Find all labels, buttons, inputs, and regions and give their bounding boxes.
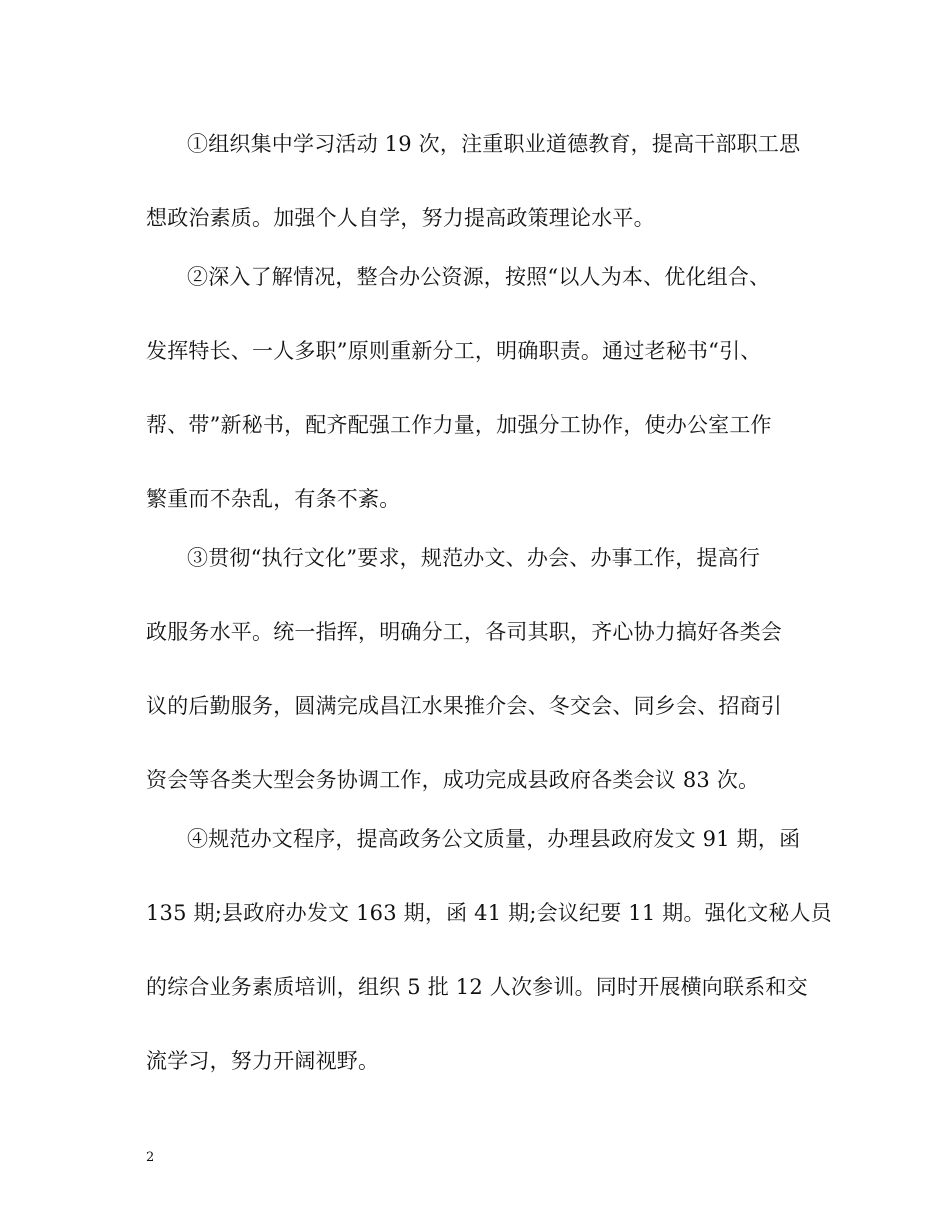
paragraph-3-line-3: 议的后勤服务，圆满完成昌江水果推介会、冬交会、同乡会、招商引 (146, 694, 782, 718)
paragraph-2-line-1: ②深入了解情况，整合办公资源，按照“以人为本、优化组合、 (187, 265, 771, 289)
paragraph-4-line-4: 流学习，努力开阔视野。 (146, 1049, 380, 1073)
paragraph-2-line-3: 帮、带”新秘书，配齐配强工作力量，加强分工协作，使办公室工作 (146, 413, 772, 437)
page-number: 2 (146, 1150, 155, 1165)
paragraph-2-line-4: 繁重而不杂乱，有条不紊。 (146, 487, 401, 511)
paragraph-3-line-1: ③贯彻“执行文化”要求，规范办文、办会、办事工作，提高行 (187, 546, 761, 570)
paragraph-2-line-2: 发挥特长、一人多职”原则重新分工，明确职责。通过老秘书“引、 (146, 339, 762, 363)
paragraph-4-line-2: 135 期;县政府办发文 163 期，函 41 期;会议纪要 11 期。强化文秘人员 (146, 901, 832, 925)
paragraph-3-line-2: 政服务水平。统一指挥，明确分工，各司其职，齐心协力搞好各类会 (146, 620, 782, 644)
paragraph-1-line-2: 想政治素质。加强个人自学，努力提高政策理论水平。 (146, 206, 655, 230)
paragraph-4-line-3: 的综合业务素质培训，组织 5 批 12 人次参训。同时开展横向联系和交 (146, 975, 808, 999)
paragraph-1-line-1: ①组织集中学习活动 19 次，注重职业道德教育，提高干部职工思 (187, 132, 801, 156)
paragraph-4-line-1: ④规范办文程序，提高政务公文质量，办理县政府发文 91 期，函 (187, 827, 801, 851)
paragraph-3-line-4: 资会等各类大型会务协调工作，成功完成县政府各类会议 83 次。 (146, 768, 760, 792)
